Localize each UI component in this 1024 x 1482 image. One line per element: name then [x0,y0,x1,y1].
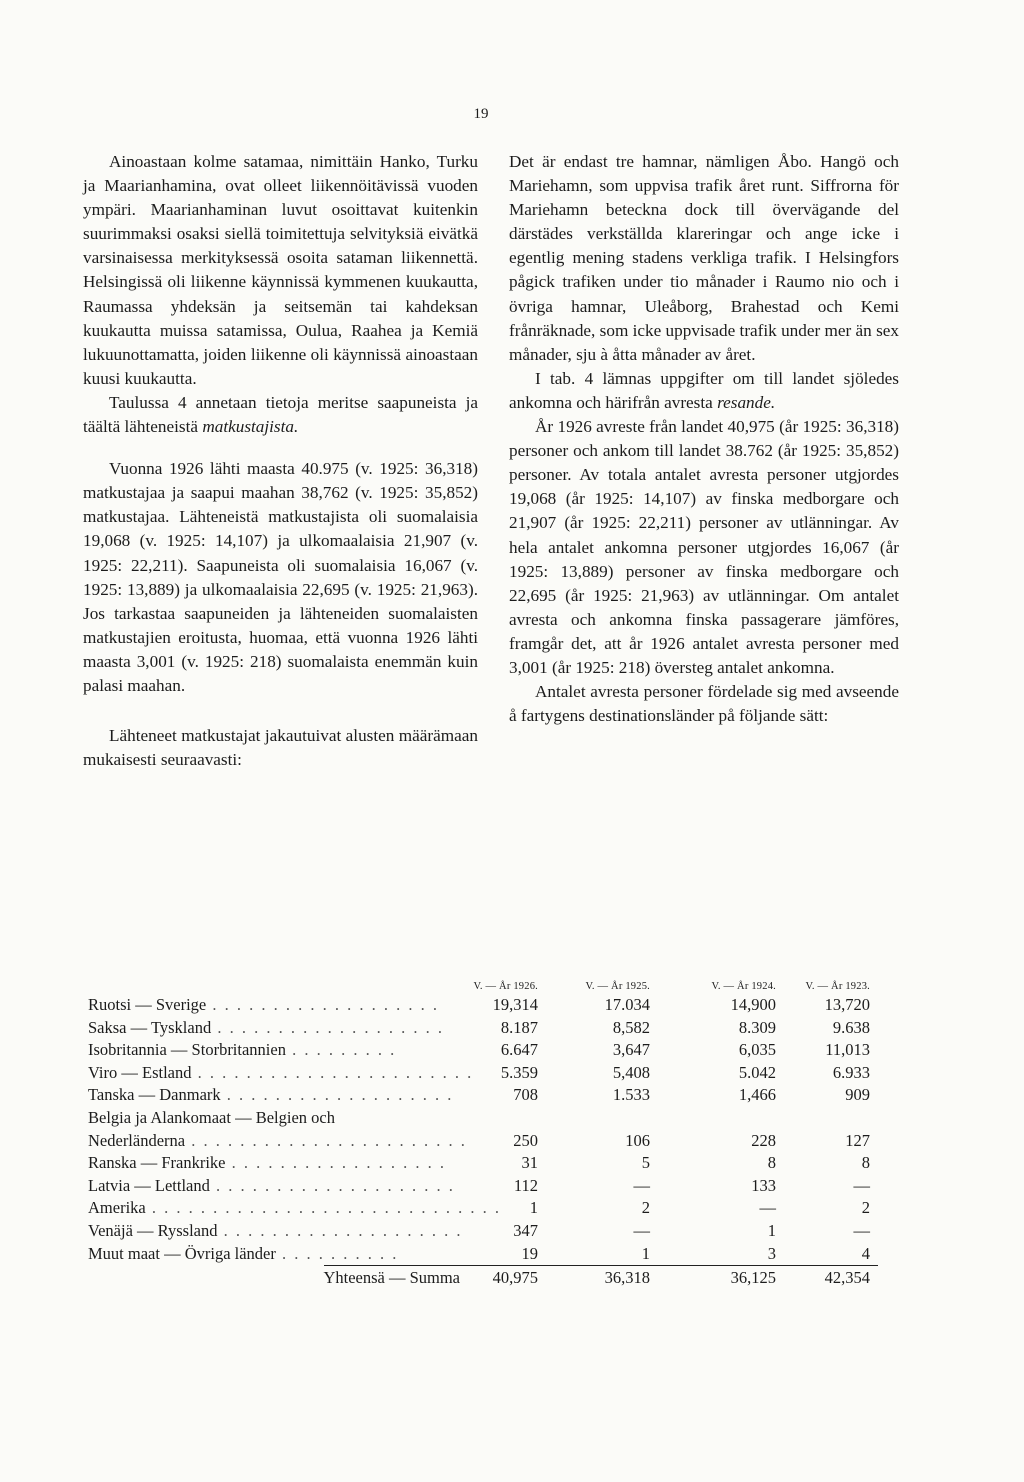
swedish-paragraph-passengers: År 1926 avreste från landet 40,975 (år 1925: 36,318) personer och ankom till landet 38.762 (år 1925: 35,852) personer. Av totala antalet avresta personer utgjordes 19,068 (år 1925: 14,107) av finska medborgare och 21,907 (år 1925: 22,211) personer av utlänningar. Av hela antalet ankomna personer utgjordes 16,067 (år 1925: 13,889) personer av finska medborgare och 22,695 (år 1925: 21,963) av utlänningar. Om antalet avresta och ankomna finska passagerare jämföres, framgår det, att år 1926 antalet avresta personer med 3,001 (år 1925: 218) översteg antalet ankomna. [509,417,899,677]
total-1926: 40,975 [492,1268,538,1288]
finnish-table-intro-text: Taulussa 4 annetaan tietoja meritse saapuneista ja täältä lähteneistä [83,392,478,437]
row-value: 19,314 [492,995,538,1014]
row-value: — [853,1220,870,1240]
row-value: 708 [513,1085,538,1105]
row-leader-dots: . . . . . . . . . [285,1040,397,1060]
row-value: — [633,1175,650,1195]
row-label [88,1243,460,1266]
row-leader-dots: . . . . . . . . . . . . . . . . . . . . . . . . . . . . . [145,1198,501,1218]
table-row [88,1152,878,1175]
finnish-paragraph-destinations: Lähteneet matkustajat jakautuivat alusten määrämaan mukaisesti seuraavasti: [83,726,478,770]
row-label-text: Belgia ja Alankomaat — Belgien och [88,1107,335,1127]
row-leader-dots: . . . . . . . . . . . . . . . . . . . . . . . [191,1062,474,1082]
row-value: 4 [861,1243,870,1263]
row-value: 909 [845,1085,870,1105]
swedish-paragraph-table-intro [509,367,899,415]
row-label [88,1152,460,1175]
row-leader-dots: . . . . . . . . . . . . . . . . . . . [206,995,439,1014]
row-value: — [759,1198,776,1218]
table-row [88,1039,878,1062]
row-value: 5 [641,1153,650,1173]
header-1924: V. — År 1924. [711,981,776,992]
row-leader-dots: . . . . . . . . . . [275,1243,399,1263]
row-value: 5,408 [612,1062,650,1082]
total-1924: 36,125 [730,1268,776,1288]
row-value: 19 [521,1243,538,1263]
table-total-row [88,1267,878,1290]
table-row [88,1084,878,1107]
row-value: 8,582 [612,1017,650,1037]
row-label-text: Saksa — Tyskland [88,1017,212,1037]
header-1926: V. — År 1926. [473,981,538,992]
row-label-text: Ranska — Frankrike [88,1153,226,1173]
header-1925: V. — År 1925. [585,981,650,992]
row-value: 112 [513,1175,538,1195]
row-value: 8 [861,1153,870,1173]
table-row [88,1017,878,1040]
row-value: 2 [641,1198,650,1218]
row-label-text: Latvia — Lettland [88,1175,210,1195]
total-1923: 42,354 [824,1268,870,1288]
row-label-text: Nederländerna [88,1130,186,1150]
total-rule [324,1265,878,1266]
table-row [88,1175,878,1198]
finnish-paragraph-table-intro [83,391,478,439]
swedish-table-intro-text: I tab. 4 lämnas uppgifter om till landet sjöledes ankomna och härifrån avresta [509,368,899,412]
row-label [88,1084,460,1107]
row-value: 8.187 [500,1017,538,1037]
row-label [88,1062,474,1085]
row-label [88,1220,463,1243]
finnish-table-intro-emphasis: matkustajista. [202,417,299,437]
row-label-text: Isobritannia — Storbritannien [88,1040,286,1060]
swedish-paragraph-destinations: Antalet avresta personer fördelade sig med avseende å fartygens destinationsländer på följande sätt: [509,682,899,726]
row-value: 6.933 [832,1062,870,1082]
total-1925: 36,318 [604,1268,650,1288]
row-value: 1,466 [738,1085,776,1105]
row-leader-dots: . . . . . . . . . . . . . . . . . . . . [217,1220,463,1240]
row-label [88,1197,501,1220]
row-label [88,1017,460,1040]
row-value: 8 [767,1153,776,1173]
row-value: 127 [845,1130,870,1150]
row-value: 250 [513,1130,538,1150]
row-value: 1 [529,1198,538,1218]
table-row [88,1130,878,1153]
table-row [88,1197,878,1220]
row-value: 133 [751,1175,776,1195]
row-value: 31 [521,1153,538,1173]
row-value: 347 [513,1220,538,1240]
table-row [88,1107,878,1130]
total-label: Yhteensä — Summa [323,1268,460,1288]
row-value: 6.647 [500,1040,538,1060]
row-leader-dots: . . . . . . . . . . . . . . . . . . . [220,1085,454,1105]
row-label-text: Amerika [88,1198,146,1218]
row-label-text: Muut maat — Övriga länder [88,1243,276,1263]
row-value: 9.638 [832,1017,870,1037]
row-value: — [853,1175,870,1195]
row-value: 5.042 [738,1062,776,1082]
header-1923: V. — År 1923. [805,981,870,992]
row-leader-dots: . . . . . . . . . . . . . . . . . . . . [209,1175,455,1195]
row-value: 8.309 [738,1017,776,1037]
row-label-text: Tanska — Danmark [88,1085,221,1105]
row-value: 13,720 [824,995,870,1014]
row-label [88,1107,460,1130]
row-value: — [633,1220,650,1240]
table-header [88,974,878,994]
row-value: 1.533 [612,1085,650,1105]
row-value: 14,900 [730,995,776,1014]
table-row [88,1062,878,1085]
swedish-column [509,150,899,728]
row-value: 228 [751,1130,776,1150]
row-value: 11,013 [825,1040,870,1060]
row-label-text: Ruotsi — Sverige [88,995,207,1014]
table-row [88,1243,878,1266]
swedish-table-intro-emphasis: resande. [717,392,776,412]
row-leader-dots: . . . . . . . . . . . . . . . . . . . . . . . [185,1130,467,1150]
row-label-text: Viro — Estland [88,1062,192,1082]
row-leader-dots: . . . . . . . . . . . . . . . . . . [225,1153,446,1173]
row-value: 6,035 [738,1040,776,1060]
row-value: 3,647 [612,1040,650,1060]
row-value: 2 [861,1198,870,1218]
table-row [88,1220,878,1243]
swedish-paragraph-ports: Det är endast tre hamnar, nämligen Åbo. Hangö och Mariehamn, som uppvisa trafik året runt. Siffrorna för Mariehamn beteckna dock till övervägande del därstädes verkställda klareringar och ange icke i egentlig mening stadens verkliga trafik. I Helsingfors pågick trafiken under tio månader i Raumo nio och i övriga hamnar, Uleåborg, Brahestad och Kemi frånräknade, som icke uppvisade trafik under mer än sex månader, sju à åtta månader av året. [509,152,899,364]
row-label [88,1039,460,1062]
table-body [88,994,878,1265]
row-label [88,994,460,1017]
table-row [88,994,878,1017]
row-value: 106 [625,1130,650,1150]
row-value: 3 [767,1243,776,1263]
destination-table [88,974,878,1290]
row-label [88,1175,460,1198]
row-value: 1 [641,1243,650,1263]
finnish-paragraph-passengers: Vuonna 1926 lähti maasta 40.975 (v. 1925: 36,318) matkustajaa ja saapui maahan 38,762 (v. 1925: 35,852) matkustajaa. Lähteneistä matkustajista oli suomalaisia 19,068 (v. 1925: 14,107) ja ulkomaalaisia 21,907 (v. 1925: 22,211). Saapuneista oli suomalaisia 16,067 (v. 1925: 13,889) ja ulkomaalaisia 22,695 (v. 1925: 21,963). Jos tarkastaa saapuneiden ja lähteneiden suomalaisten matkustajien eroitusta, huomaa, että vuonna 1926 lähti maasta 3,001 (v. 1925: 218) suomalaista enemmän kuin palasi maahan. [83,459,478,695]
finnish-column [83,150,478,772]
row-value: 17.034 [604,995,650,1014]
row-value: 5.359 [500,1062,538,1082]
row-label [88,1130,467,1153]
page-number: 19 [473,106,489,122]
row-value: 1 [767,1220,776,1240]
finnish-paragraph-ports: Ainoastaan kolme satamaa, nimittäin Hanko, Turku ja Maarianhamina, ovat olleet liikennöitävissä vuoden ympäri. Maarianhaminan luvut osoittavat kuitenkin suurimmaksi osaksi siellä toimitettuja selvityksiä eivätkä varsinaisessa merkityksessä osoita sataman liikennettä. Helsingissä oli liikenne käynnissä kymmenen kuukautta, Raumassa yhdeksän ja seitsemän tai kahdeksan kuukautta muissa satamissa, Oulua, Raahea ja Kemiä lukuunottamatta, joiden liikenne oli käynnissä ainoastaan kuusi kuukautta. [83,152,478,388]
row-leader-dots: . . . . . . . . . . . . . . . . . . . [211,1017,444,1037]
row-label-text: Venäjä — Ryssland [88,1220,218,1240]
